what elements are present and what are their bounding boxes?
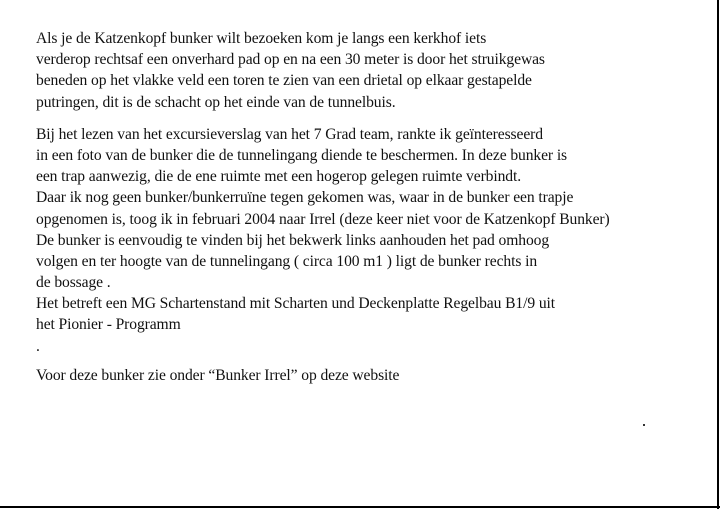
text-line: . <box>36 337 40 355</box>
text-line: in een foto van de bunker die de tunnelingang diende te beschermen. In deze bunker is <box>36 146 568 164</box>
scan-border-bottom <box>0 506 720 508</box>
text-line: volgen en ter hoogte van de tunnelingang ( circa 100 m1 ) ligt de bunker rechts in <box>36 252 538 270</box>
text-line: de bossage . <box>36 274 111 292</box>
paragraph-gap <box>36 357 716 365</box>
text-line: opgenomen is, toog ik in februari 2004 naar Irrel (deze keer niet voor de Katzenkopf Bunker) <box>36 210 610 228</box>
text-line: verderop rechtsaf een onverhard pad op en na een 30 meter is door het struikgewas <box>36 51 545 69</box>
paragraph-gap <box>36 113 716 124</box>
text-line: een trap aanwezig, die de ene ruimte met een hogerop gelegen ruimte verbindt. <box>36 168 522 186</box>
text-line: De bunker is eenvoudig te vinden bij het bekwerk links aanhouden het pad omhoog <box>36 231 550 249</box>
document-body <box>36 28 716 386</box>
text-line: Het betreft een MG Schartenstand mit Scharten und Deckenplatte Regelbau B1/9 uit <box>36 295 555 313</box>
scan-border-right <box>717 0 719 509</box>
text-line: Als je de Katzenkopf bunker wilt bezoeken kom je langs een kerkhof iets <box>36 30 487 47</box>
text-line: putringen, dit is de schacht op het einde van de tunnelbuis. <box>36 93 396 111</box>
website-reference-line: Voor deze bunker zie onder “Bunker Irrel” op deze website <box>36 366 400 384</box>
text-line: Daar ik nog geen bunker/bunkerruïne tegen gekomen was, waar in de bunker een trapje <box>36 189 574 207</box>
text-line: beneden op het vlakke veld een toren te zien van een drietal op elkaar gestapelde <box>36 72 532 90</box>
text-line: het Pionier - Programm <box>36 316 181 334</box>
scan-speck <box>643 424 645 426</box>
text-line: Bij het lezen van het excursieverslag van het 7 Grad team, rankte ik geïnteresseerd <box>36 125 543 143</box>
